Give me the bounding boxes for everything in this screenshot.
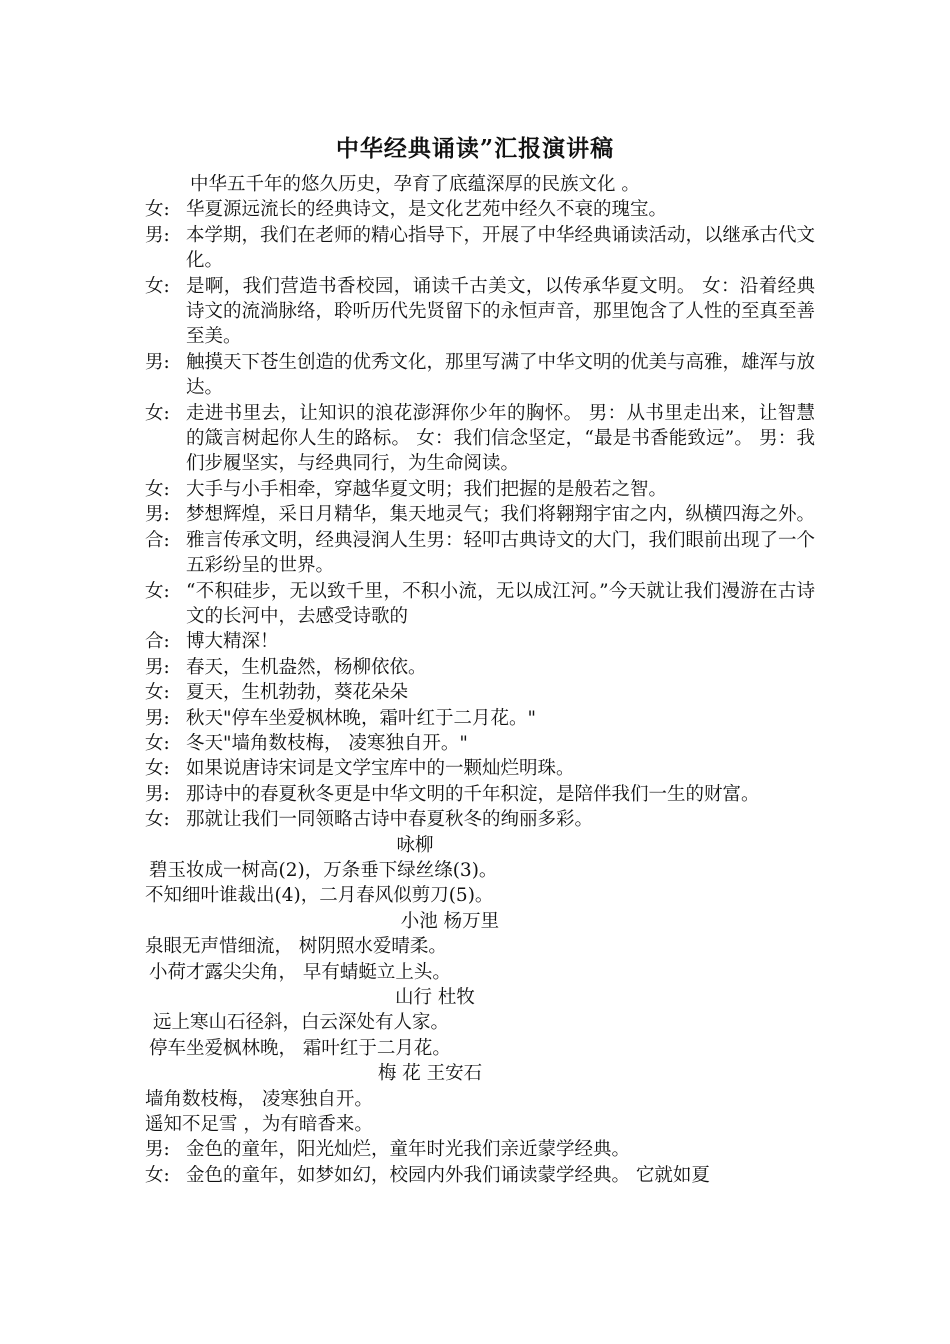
speaker-label: 合:	[145, 529, 170, 551]
speaker-label: 女:	[145, 682, 170, 704]
poems-section	[145, 833, 815, 1138]
dialogue-entry	[145, 1137, 815, 1162]
dialogue-entry	[145, 579, 815, 630]
dialogue-entry	[145, 782, 815, 807]
speaker-label: 合:	[145, 631, 170, 653]
poem-line: 泉眼无声惜细流， 树阴照水爱晴柔。	[145, 936, 447, 958]
dialogue-entry	[145, 1163, 815, 1188]
dialogue-entry	[145, 223, 815, 274]
poem-title: 梅 花 王安石	[377, 1063, 483, 1085]
speech-body	[145, 172, 815, 1188]
document-title: 中华经典诵读”汇报演讲稿	[335, 135, 615, 162]
speaker-label: 女:	[145, 809, 170, 831]
dialogue-entry	[145, 274, 815, 350]
poem-line: 墙角数枝梅， 凌寒独自开。	[145, 1088, 373, 1110]
dialogue-text: 本学期，我们在老师的精心指导下，开展了中华经典诵读活动，以继承古代文化。	[186, 224, 816, 272]
dialogue-text: 博大精深！	[186, 631, 279, 653]
dialogue-entry	[145, 731, 815, 756]
dialogue-entry	[145, 401, 815, 477]
dialogue-text: 冬天"墙角数枝梅， 凌寒独自开。"	[186, 732, 468, 754]
speaker-label: 女:	[145, 1164, 170, 1186]
poem-line: 碧玉妆成一树高(2)，万条垂下绿丝绦(3)。	[149, 859, 498, 881]
poem-line: 不知细叶谁裁出(4)，二月春风似剪刀(5)。	[145, 885, 494, 907]
speaker-label: 女:	[145, 580, 170, 602]
dialogue-text: 触摸天下苍生创造的优秀文化，那里写满了中华文明的优美与高雅，雄浑与放达。	[186, 351, 816, 399]
poem-title: 山行 杜牧	[395, 987, 475, 1008]
dialogue-entry	[145, 807, 815, 832]
poem-line: 小荷才露尖尖角， 早有蜻蜓立上头。	[149, 961, 451, 983]
dialogue-text: “不积硅步，无以致千里，不积小流，无以成江河。”今天就让我们漫游在古诗文的长河中，去感受诗歌的	[186, 580, 815, 627]
speaker-label: 男:	[145, 224, 170, 246]
dialogue-entry	[145, 706, 815, 731]
speaker-label: 女:	[145, 478, 170, 500]
dialogue-section-2	[145, 1137, 815, 1188]
dialogue-text: 大手与小手相牵，穿越华夏文明；我们把握的是般若之智。	[186, 478, 668, 500]
dialogue-text: 雅言传承文明，经典浸润人生男：轻叩古典诗文的大门，我们眼前出现了一个五彩纷呈的世界。	[186, 529, 816, 577]
speaker-label: 男:	[145, 783, 170, 805]
speaker-label: 女:	[145, 758, 170, 780]
speaker-label: 男:	[145, 1139, 170, 1161]
dialogue-entry	[145, 680, 815, 705]
dialogue-text: 是啊，我们营造书香校园，诵读千古美文，以传承华夏文明。 女：沿着经典诗文的流淌脉络，聆听历代先贤留下的永恒声音，那里饱含了人性的至真至善至美。	[186, 275, 816, 348]
dialogue-entry	[145, 756, 815, 781]
dialogue-entry	[145, 655, 815, 680]
dialogue-text: 华夏源远流长的经典诗文，是文化艺苑中经久不衰的瑰宝。	[186, 199, 668, 221]
dialogue-text: 那就让我们一同领略古诗中春夏秋冬的绚丽多彩。	[186, 809, 594, 831]
intro-line: 中华五千年的悠久历史，孕育了底蕴深厚的民族文化 。	[190, 174, 640, 195]
dialogue-text: 走进书里去，让知识的浪花澎湃你少年的胸怀。 男：从书里走出来，让智慧的箴言树起你人生的路标。 女：我们信念坚定，“最是书香能致远”。 男：我们步履坚实，与经典同行，为生命阅读。	[186, 402, 815, 475]
dialogue-text: 夏天，生机勃勃，葵花朵朵	[186, 682, 409, 704]
poem-title: 咏柳	[396, 834, 434, 856]
poem-title: 小池 杨万里	[400, 910, 500, 932]
dialogue-text: 金色的童年，阳光灿烂，童年时光我们亲近蒙学经典。	[186, 1139, 631, 1161]
dialogue-entry	[145, 477, 815, 502]
poem-line: 遥知不足雪 ，为有暗香来。	[145, 1114, 373, 1136]
speaker-label: 女:	[145, 275, 170, 297]
dialogue-entry	[145, 528, 815, 579]
speaker-label: 女:	[145, 402, 170, 424]
dialogue-text: 如果说唐诗宋词是文学宝库中的一颗灿烂明珠。	[186, 758, 575, 780]
speaker-label: 女:	[145, 732, 170, 754]
speaker-label: 男:	[145, 504, 170, 526]
poem-line: 停车坐爱枫林晚， 霜叶红于二月花。	[149, 1037, 451, 1059]
speaker-label: 男:	[145, 656, 170, 678]
dialogue-entry	[145, 502, 815, 527]
dialogue-text: 那诗中的春夏秋冬更是中华文明的千年积淀，是陪伴我们一生的财富。	[186, 783, 760, 805]
dialogue-text: 金色的童年，如梦如幻，校园内外我们诵读蒙学经典。 它就如夏	[186, 1164, 710, 1186]
speaker-label: 男:	[145, 351, 170, 373]
dialogue-text: 春天，生机盎然，杨柳依依。	[186, 656, 427, 678]
speaker-label: 女:	[145, 199, 170, 221]
dialogue-entry	[145, 197, 815, 222]
dialogue-entry	[145, 629, 815, 654]
dialogue-entry	[145, 350, 815, 401]
speaker-label: 男:	[145, 707, 170, 729]
dialogue-text: 梦想辉煌，采日月精华，集天地灵气；我们将翱翔宇宙之内，纵横四海之外。	[186, 504, 816, 526]
dialogue-section-1	[145, 197, 815, 832]
poem-line: 远上寒山石径斜，白云深处有人家。	[153, 1012, 450, 1034]
dialogue-text: 秋天"停车坐爱枫林晚，霜叶红于二月花。"	[186, 707, 537, 729]
